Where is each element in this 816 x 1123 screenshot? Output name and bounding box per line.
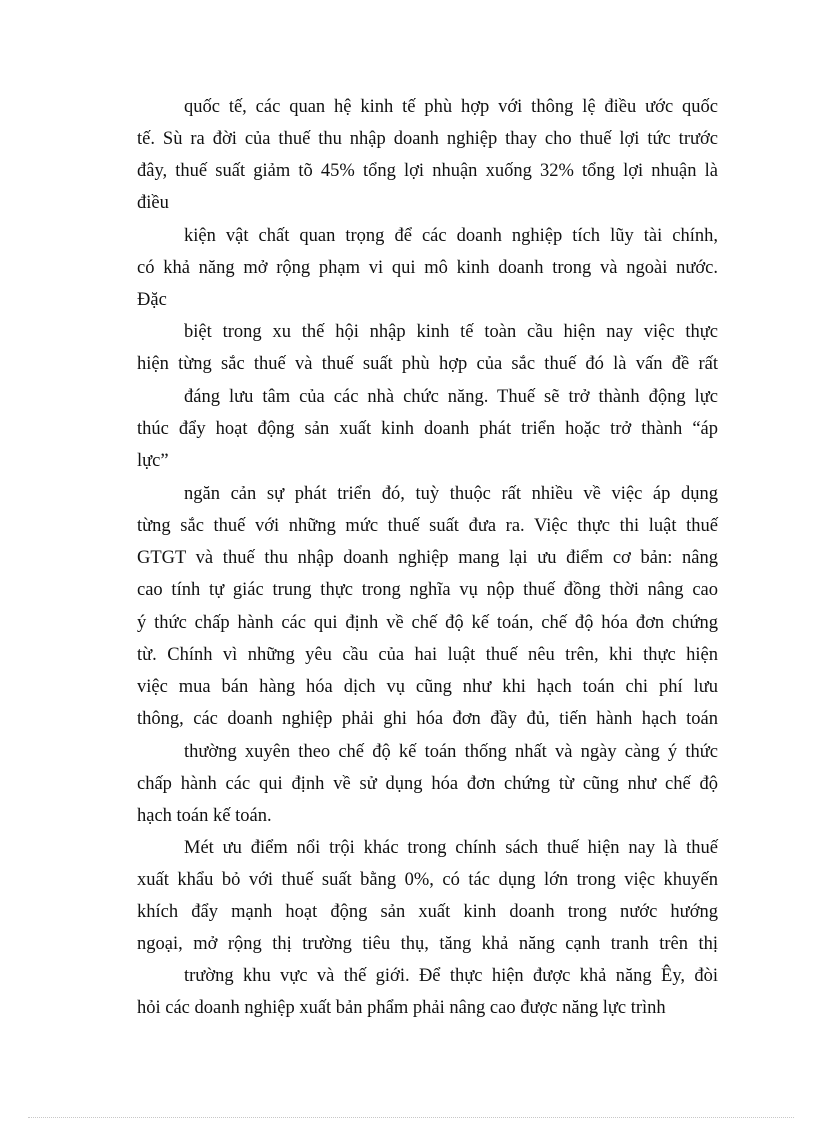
text-line: đây, thuế suất giảm tõ 45% tổng lợi nhuận xuống 32% tổng lợi nhuận là [137,161,718,181]
text-line: hạch toán kế toán. [137,806,272,826]
text-line: GTGT và thuế thu nhập doanh nghiệp mang lại ưu điểm cơ bản: nâng [137,548,718,568]
text-line: từ. Chính vì những yêu cầu của hai luật thuế nêu trên, khi thực hiện [137,645,718,665]
text-line: thường xuyên theo chế độ kế toán thống nhất và ngày càng ý thức [184,742,718,762]
text-line: thông, các doanh nghiệp phải ghi hóa đơn đầy đủ, tiến hành hạch toán [137,709,718,729]
text-line: cao tính tự giác trung thực trong nghĩa vụ nộp thuế đồng thời nâng cao [137,580,718,600]
text-line: lực” [137,451,169,471]
text-line: ngăn cản sự phát triển đó, tuỳ thuộc rất nhiều về việc áp dụng [184,484,718,504]
text-line: đáng lưu tâm của các nhà chức năng. Thuế sẽ trở thành động lực [184,387,718,407]
text-line: có khả năng mở rộng phạm vi qui mô kinh doanh trong và ngoài nước. [137,258,718,278]
text-line: biệt trong xu thế hội nhập kinh tế toàn cầu hiện nay việc thực [184,322,718,342]
text-line: kiện vật chất quan trọng để các doanh nghiệp tích lũy tài chính, [184,226,718,246]
text-line: xuất khẩu bỏ với thuế suất bằng 0%, có tác dụng lớn trong việc khuyến [137,870,718,890]
text-line: ngoại, mở rộng thị trường tiêu thụ, tăng khả năng cạnh tranh trên thị [137,934,718,954]
text-line: điều [137,193,169,213]
text-line: Mét ưu điểm nổi trội khác trong chính sách thuế hiện nay là thuế [184,838,718,858]
text-line: từng sắc thuế với những mức thuế suất đưa ra. Việc thực thi luật thuế [137,516,718,536]
text-line: hiện từng sắc thuế và thuế suất phù hợp của sắc thuế đó là vấn đề rất [137,354,718,374]
text-line: khích đẩy mạnh hoạt động sản xuất kinh doanh trong nước hướng [137,902,718,922]
text-line: trường khu vực và thế giới. Để thực hiện được khả năng Êy, đòi [184,966,718,986]
text-line: ý thức chấp hành các qui định về chế độ kế toán, chế độ hóa đơn chứng [137,613,718,633]
text-line: tế. Sù ra đời của thuế thu nhập doanh nghiệp thay cho thuế lợi tức trước [137,129,718,149]
text-line: quốc tế, các quan hệ kinh tế phù hợp với thông lệ điều ước quốc [184,97,718,117]
text-line: thúc đẩy hoạt động sản xuất kinh doanh phát triển hoặc trở thành “áp [137,419,718,439]
text-line: việc mua bán hàng hóa dịch vụ cũng như khi hạch toán chi phí lưu [137,677,718,697]
text-line: Đặc [137,290,167,310]
text-line: chấp hành các qui định về sử dụng hóa đơn chứng từ cũng như chế độ [137,774,718,794]
text-line: hỏi các doanh nghiệp xuất bản phẩm phải nâng cao được năng lực trình [137,998,666,1018]
page-divider [28,1117,794,1118]
